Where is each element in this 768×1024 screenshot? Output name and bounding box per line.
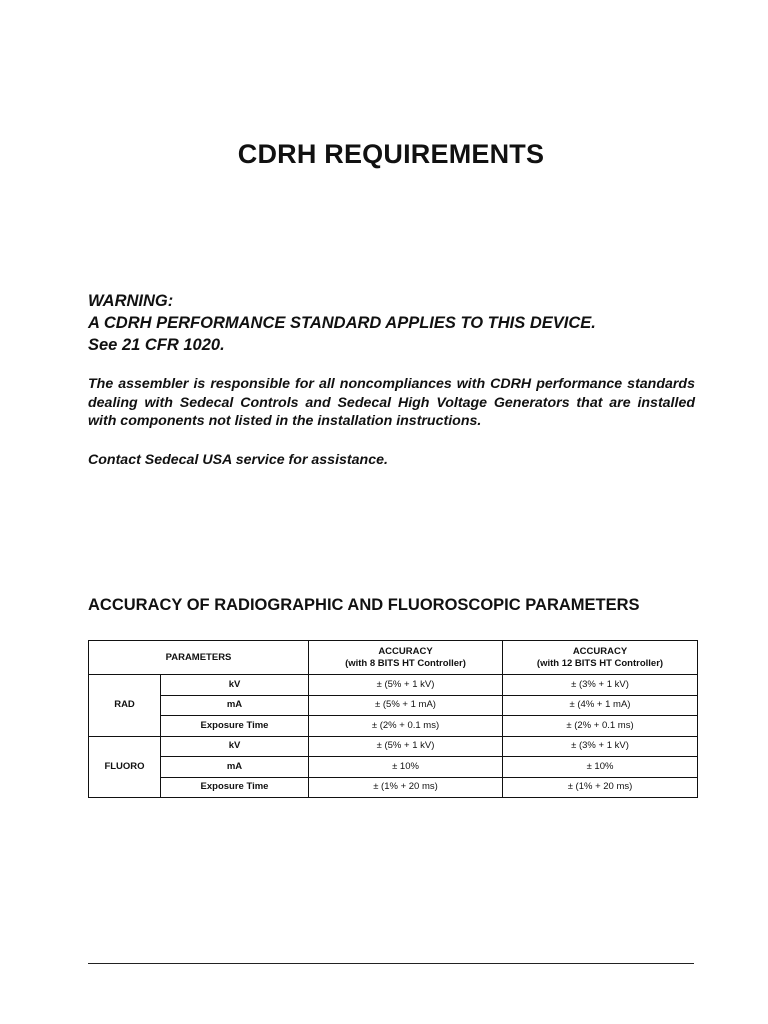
accuracy-12bit-cell: ± (3% + 1 kV) <box>503 736 698 757</box>
contact-paragraph: Contact Sedecal USA service for assistance. <box>88 452 388 468</box>
group-label-fluoro: FLUORO <box>89 736 161 798</box>
accuracy-12bit-cell: ± (4% + 1 mA) <box>503 695 698 716</box>
page-title: CDRH REQUIREMENTS <box>237 139 545 169</box>
table-row <box>89 777 698 798</box>
accuracy-12bit-cell: ± 10% <box>503 757 698 778</box>
accuracy-8bit-cell: ± (5% + 1 kV) <box>309 736 503 757</box>
assembler-responsibility-paragraph: The assembler is responsible for all noncompliances with CDRH performance standards dealing with Sedecal Controls and Sedecal High Voltage Generators that are installed with components not listed in the installation instructions. <box>88 376 695 429</box>
accuracy-8bit-cell: ± (5% + 1 kV) <box>309 675 503 696</box>
warning-block <box>88 290 698 356</box>
table-header-row <box>89 641 698 675</box>
warning-reference: See 21 CFR 1020. <box>88 336 225 354</box>
table-row <box>89 736 698 757</box>
table-row <box>89 675 698 696</box>
accuracy-12bit-cell: ± (2% + 0.1 ms) <box>503 716 698 737</box>
group-label-rad: RAD <box>89 675 161 737</box>
accuracy-8bit-cell: ± (1% + 20 ms) <box>309 777 503 798</box>
accuracy-8bit-cell: ± (2% + 0.1 ms) <box>309 716 503 737</box>
param-cell: kV <box>161 736 309 757</box>
header-accuracy-8bit <box>309 641 503 675</box>
header-accuracy-12bit-title: ACCURACY <box>572 645 628 657</box>
param-cell: kV <box>161 675 309 696</box>
header-accuracy-8bit-subtitle: (with 8 BITS HT Controller) <box>345 657 466 669</box>
param-cell: mA <box>161 757 309 778</box>
warning-heading: WARNING: <box>88 292 174 310</box>
table-row <box>89 695 698 716</box>
header-accuracy-8bit-title: ACCURACY <box>378 645 433 657</box>
table-row <box>89 716 698 737</box>
footer-rule <box>88 963 694 964</box>
header-accuracy-12bit-subtitle: (with 12 BITS HT Controller) <box>536 657 664 669</box>
param-cell: Exposure Time <box>161 716 309 737</box>
table-row <box>89 757 698 778</box>
accuracy-8bit-cell: ± (5% + 1 mA) <box>309 695 503 716</box>
header-parameters: PARAMETERS <box>89 641 309 675</box>
param-cell: mA <box>161 695 309 716</box>
accuracy-table <box>88 640 698 798</box>
warning-statement: A CDRH PERFORMANCE STANDARD APPLIES TO THIS DEVICE. <box>88 314 596 332</box>
accuracy-12bit-cell: ± (1% + 20 ms) <box>503 777 698 798</box>
accuracy-12bit-cell: ± (3% + 1 kV) <box>503 675 698 696</box>
header-accuracy-12bit <box>503 641 698 675</box>
param-cell: Exposure Time <box>161 777 309 798</box>
section-title: ACCURACY OF RADIOGRAPHIC AND FLUOROSCOPIC PARAMETERS <box>88 596 640 614</box>
accuracy-8bit-cell: ± 10% <box>309 757 503 778</box>
